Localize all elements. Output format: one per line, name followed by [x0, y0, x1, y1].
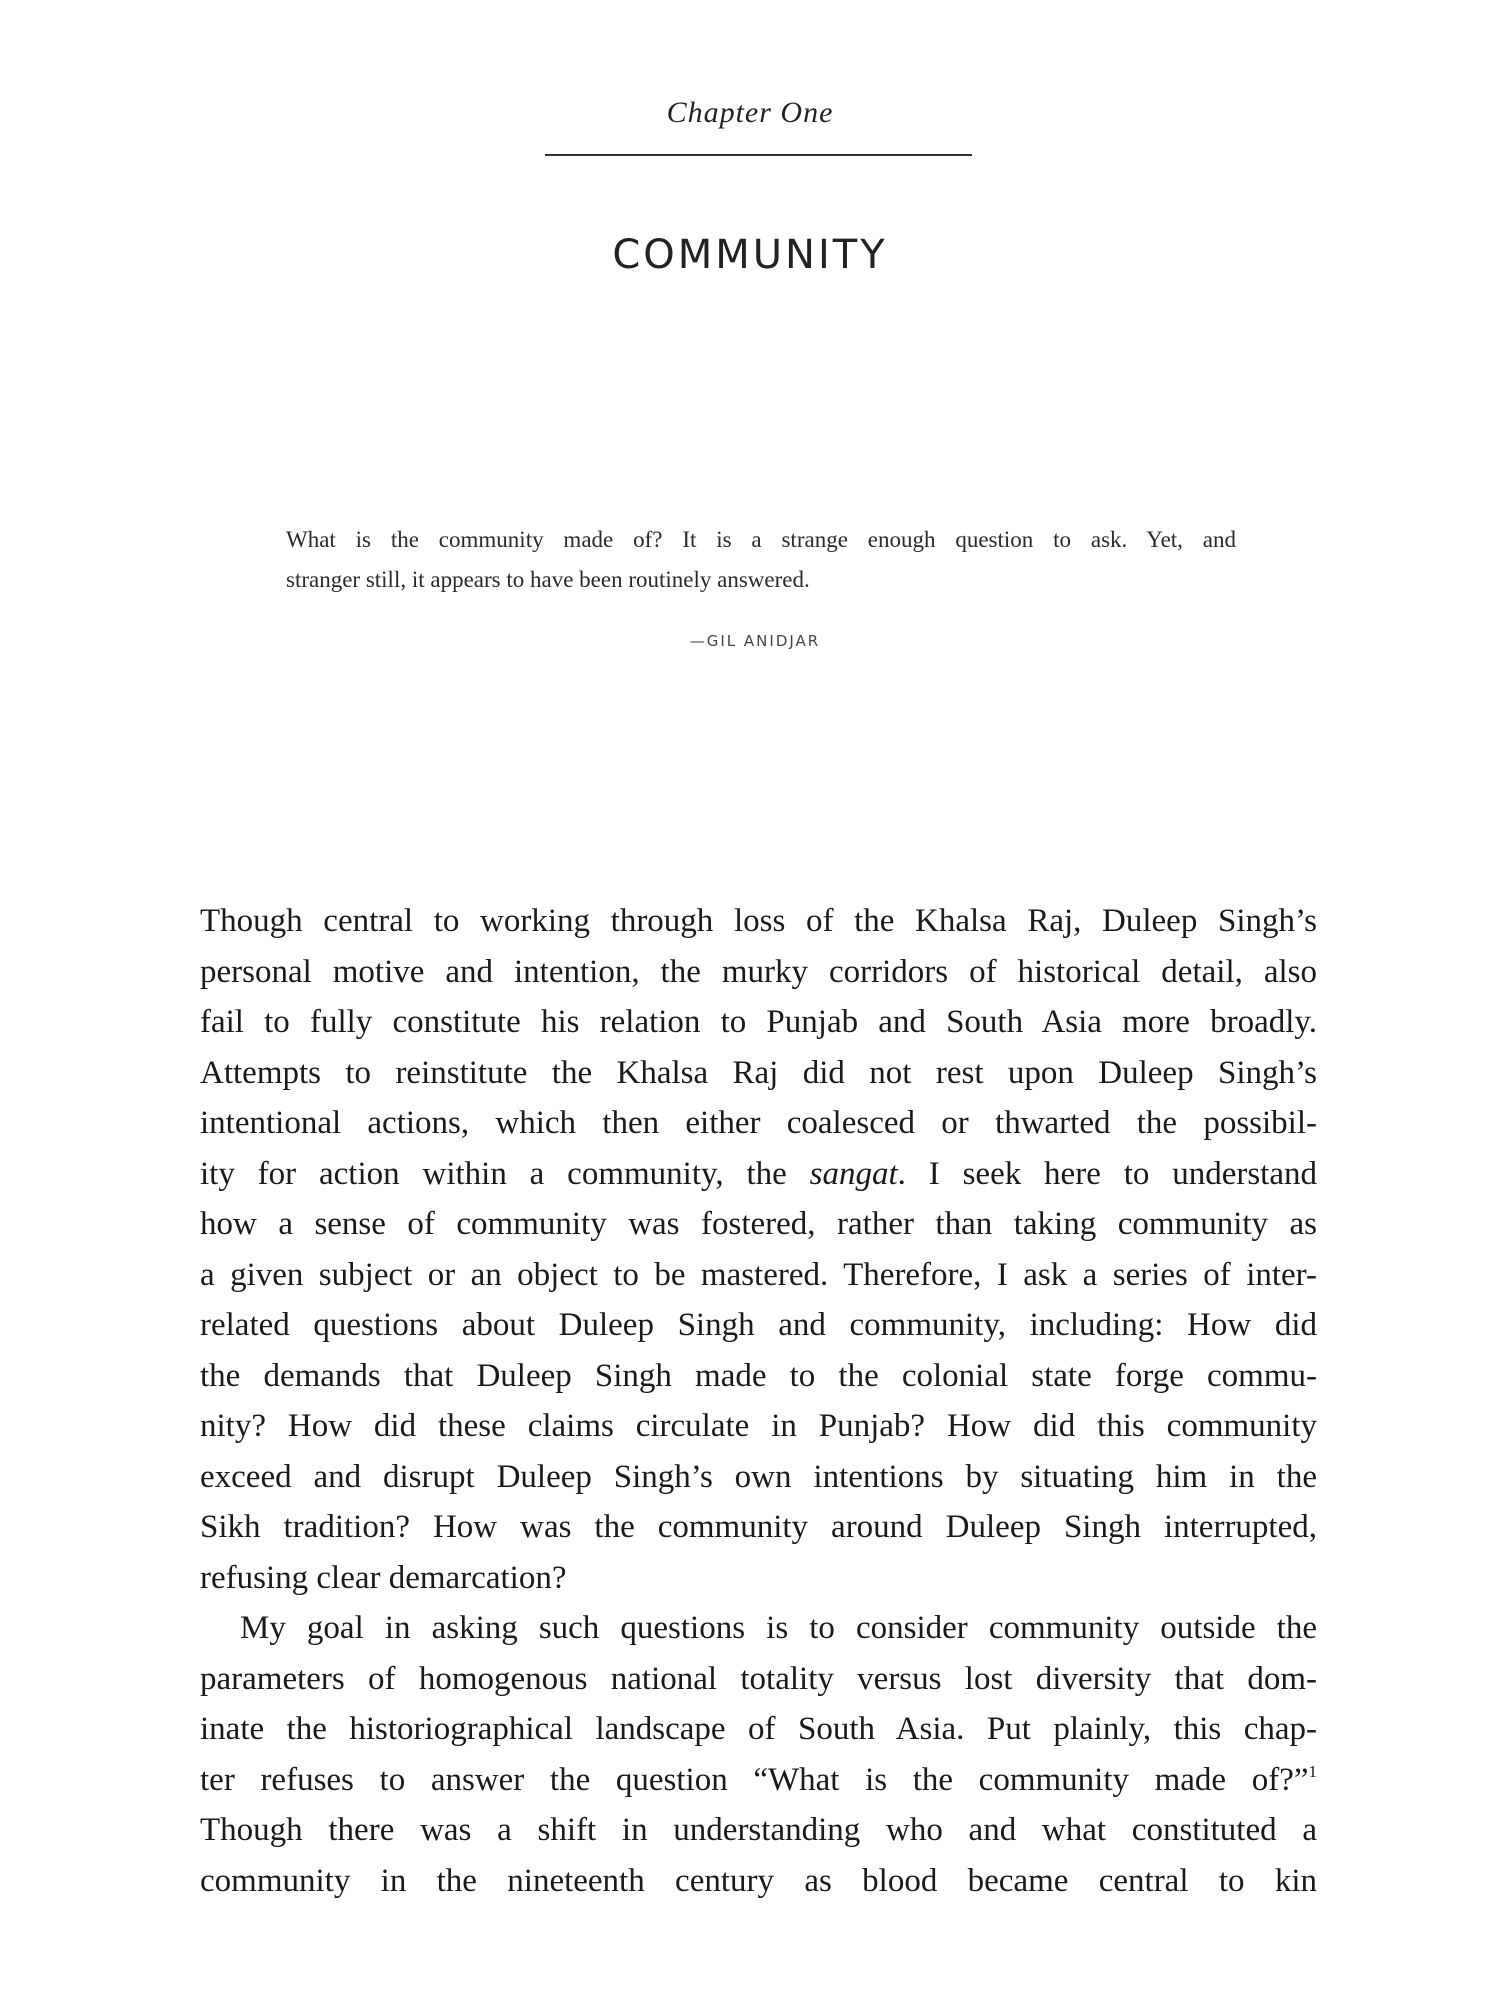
- paragraph-line: My goal in asking such questions is to consider community outside the: [240, 1610, 1317, 1646]
- paragraph-line: refusing clear demarcation?: [200, 1559, 567, 1596]
- paragraph-line: inate the historiographical landscape of South Asia. Put plainly, this chap-: [200, 1711, 1317, 1747]
- chapter-divider: [545, 154, 972, 156]
- line-text: ity for action within a community, the: [200, 1155, 787, 1192]
- line-text: . I seek here to understand: [897, 1155, 1317, 1192]
- paragraph-line: Though there was a shift in understanding who and what constituted a: [200, 1812, 1317, 1848]
- paragraph-line: intentional actions, which then either coalesced or thwarted the possibil-: [200, 1105, 1317, 1141]
- paragraph-line: fail to fully constitute his relation to Punjab and South Asia more broadly.: [200, 1004, 1317, 1040]
- paragraph-line: parameters of homogenous national totality versus lost diversity that dom-: [200, 1660, 1317, 1697]
- paragraph-line: Sikh tradition? How was the community around Duleep Singh interrupted,: [200, 1509, 1317, 1545]
- footnote-marker[interactable]: 1: [1308, 1761, 1317, 1781]
- paragraph-line: [200, 1149, 1317, 1200]
- chapter-label: Chapter One: [666, 96, 834, 129]
- paragraph-line: exceed and disrupt Duleep Singh’s own intentions by situating him in the: [200, 1458, 1317, 1495]
- paragraph-line: [200, 1755, 1317, 1806]
- paragraph-line: how a sense of community was fostered, rather than taking community as: [200, 1206, 1317, 1242]
- line-text: ter refuses to answer the question “What is the community made of?”: [200, 1761, 1309, 1798]
- paragraph-line: Though central to working through loss of the Khalsa Raj, Duleep Singh’s: [200, 903, 1317, 939]
- paragraph-line: the demands that Duleep Singh made to the colonial state forge commu-: [200, 1357, 1317, 1394]
- epigraph-line: stranger still, it appears to have been routinely answered.: [286, 567, 810, 592]
- paragraph-line: a given subject or an object to be mastered. Therefore, I ask a series of inter-: [200, 1256, 1317, 1293]
- paragraph-line: nity? How did these claims circulate in Punjab? How did this community: [200, 1408, 1317, 1444]
- chapter-title: COMMUNITY: [612, 232, 888, 278]
- epigraph-line: What is the community made of? It is a strange enough question to ask. Yet, and: [286, 527, 1236, 552]
- epigraph: [286, 520, 1236, 600]
- paragraph-line: Attempts to reinstitute the Khalsa Raj did not rest upon Duleep Singh’s: [200, 1054, 1317, 1091]
- epigraph-attribution: —GIL ANIDJAR: [689, 632, 821, 650]
- paragraph-line: personal motive and intention, the murky corridors of historical detail, also: [200, 953, 1317, 990]
- italic-term: sangat: [809, 1155, 898, 1192]
- paragraph-line: related questions about Duleep Singh and community, including: How did: [200, 1307, 1317, 1343]
- body-text: [200, 896, 1317, 1906]
- paragraph-line: community in the nineteenth century as blood became central to kin: [200, 1862, 1317, 1899]
